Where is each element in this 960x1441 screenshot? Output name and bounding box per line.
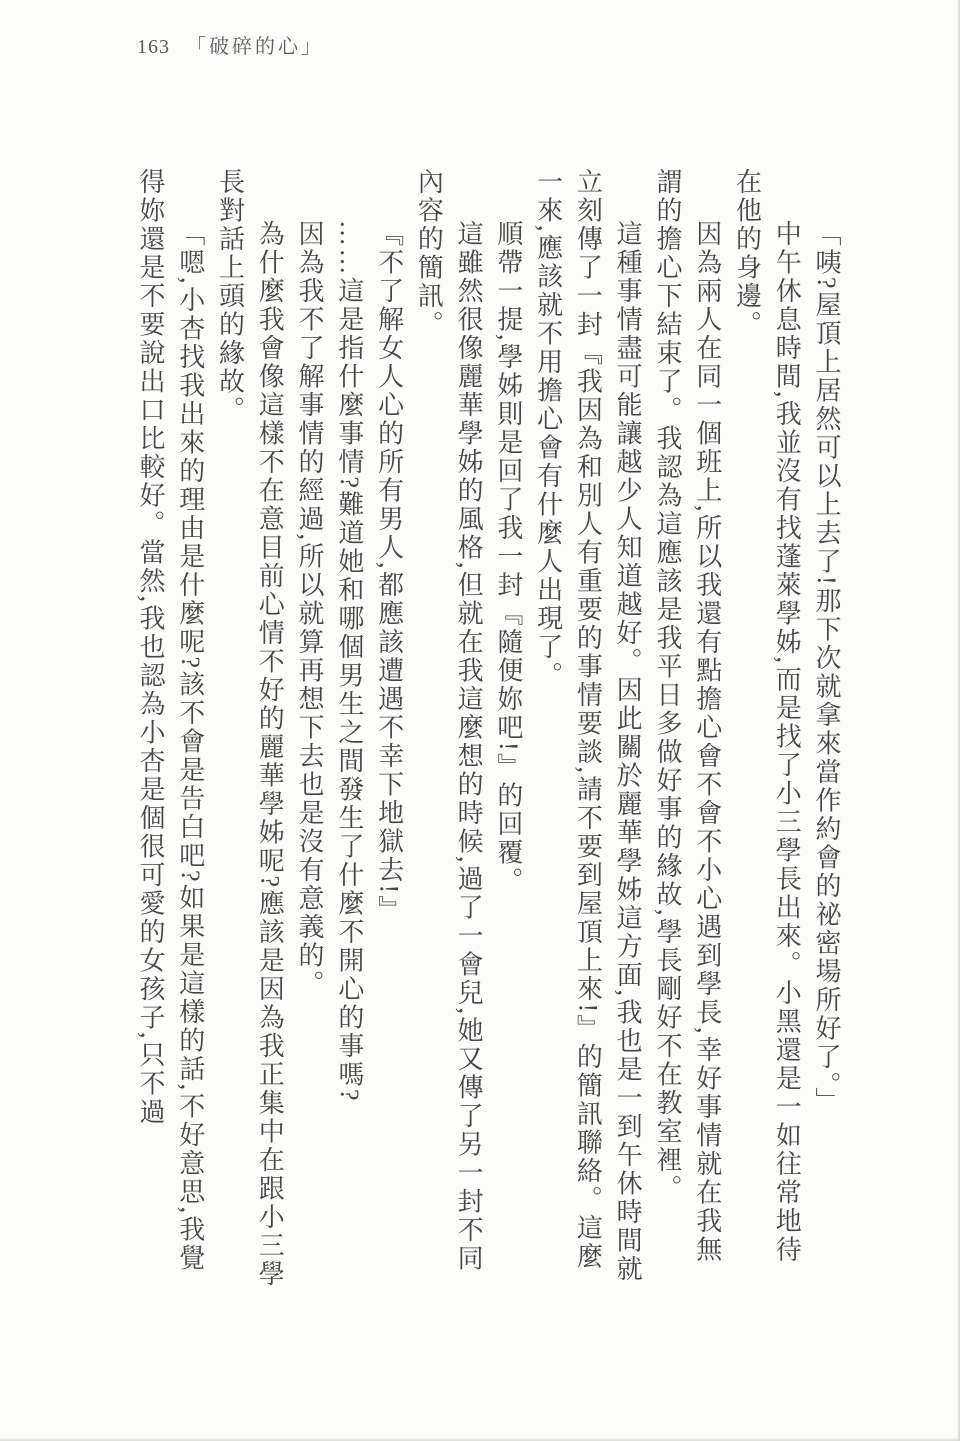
paragraph: 「咦?屋頂上居然可以上去了!那下次就拿來當作約會的祕密場所好了。」: [812, 220, 841, 1116]
paragraph: 這雖然很像麗華學姊的風格,但就在我這麼想的時候,過了一會兒,她又傳了另一封不同內容的簡訊。: [414, 168, 484, 1273]
chapter-title: 「破碎的心」: [186, 36, 324, 58]
paragraph: ……這是指什麼事情?難道她和哪個男生之間發生了什麼不開心的事嗎?: [334, 220, 364, 1104]
paragraph: 為什麼我會像這樣不在意目前心情不好的麗華學姊呢?應該是因為我正集中在跟小三學長對話上頭的緣故。: [215, 168, 285, 1289]
paragraph: 這種事情盡可能讓越少人知道越好。因此關於麗華學姊這方面,我也是一到午休時間就立刻傳了一封『我因為和別人有重要的事情要談,請不要到屋頂上來!』的簡訊聯絡。這麼一來,應該就不用擔心會有什麼人出現了。: [533, 168, 643, 1284]
paragraph: 順帶一提,學姊則是回了我一封『隨便妳吧!』的回覆。: [493, 220, 523, 896]
paragraph: 中午休息時間,我並沒有找蓬萊學姊,而是找了小三學長出來。小黑還是一如往常地待在他的身邊。: [732, 168, 802, 1264]
paragraph: 因為我不了解事情的經過,所以就算再想下去也是沒有意義的。: [295, 220, 325, 999]
paragraph: 因為兩人在同一個班上,所以我還有點擔心會不會不小心遇到學長,幸好事情就在我無謂的擔心下結束了。我認為這應該是我平日多做好事的緣故,學長剛好不在教室裡。: [652, 168, 722, 1264]
running-header: [137, 30, 324, 59]
page-number: 163: [137, 36, 170, 58]
paragraph: 『不了解女人心的所有男人,都應該遭遇不幸下地獄去!』: [374, 220, 404, 925]
paragraph: 「嗯,小杏找我出來的理由是什麼呢?該不會是告白吧?如果是這樣的話,不好意思,我覺得妳還是不要說出口比較好。當然,我也認為小杏是個很可愛的女孩子,只不過: [135, 168, 205, 1273]
body-text: [130, 168, 846, 1292]
